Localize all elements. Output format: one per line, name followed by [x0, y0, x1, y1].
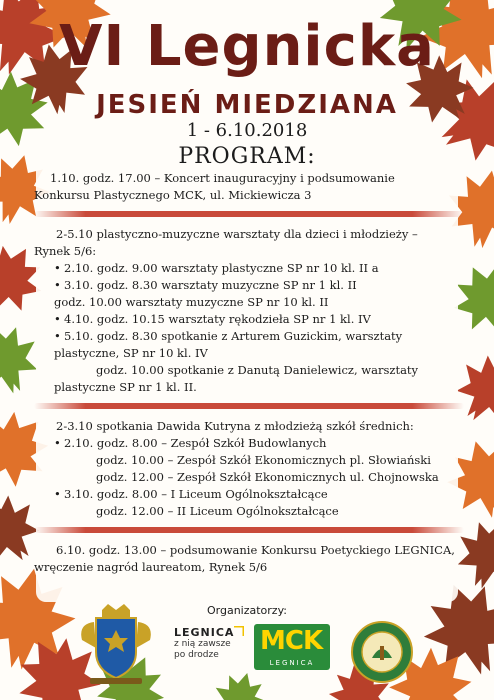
- program-line: 2-5.10 plastyczno-muzyczne warsztaty dla dzieci i młodzieży –: [56, 227, 418, 241]
- separator-line: [34, 527, 464, 533]
- meeting-list: [34, 435, 464, 520]
- program-content: [34, 170, 464, 576]
- list-item: • 3.10. godz. 8.00 – I Liceum Ogólnokształcące: [34, 486, 464, 503]
- mck-logo-city: LEGNICA: [269, 659, 315, 667]
- program-section-workshops: [34, 226, 464, 396]
- workshop-list: [34, 260, 464, 396]
- list-item: • 5.10. godz. 8.30 spotkanie z Arturem Guzickim, warsztaty: [34, 328, 464, 345]
- list-item: • 2.10. godz. 9.00 warsztaty plastyczne SP nr 10 kl. II a: [34, 260, 464, 277]
- mck-logo-text: MCK: [260, 626, 323, 656]
- program-line: 2-3.10 spotkania Dawida Kutryna z młodzieżą szkół średnich:: [56, 419, 414, 433]
- poster-subtitle: JESIEŃ MIEDZIANA: [96, 90, 398, 120]
- list-item: plastyczne, SP nr 10 kl. IV: [54, 346, 208, 360]
- list-item: godz. 12.00 – II Liceum Ogólnokształcące: [96, 504, 339, 518]
- program-section-concert: [34, 170, 464, 204]
- list-item: • 2.10. godz. 8.00 – Zespół Szkół Budowlanych: [34, 435, 464, 452]
- poster-title: VI Legnicka: [59, 14, 435, 79]
- legnica-corner-mark-icon: [234, 626, 244, 636]
- legnica-coat-of-arms-logo: [76, 600, 156, 686]
- legnica-logo-tagline: z nią zawsze: [174, 639, 231, 649]
- mck-legnica-logo: [254, 624, 330, 670]
- legnica-logo-tagline: po drodze: [174, 650, 219, 660]
- list-item: • 4.10. godz. 10.15 warsztaty rękodzieła SP nr 1 kl. IV: [34, 311, 464, 328]
- program-line: Rynek 5/6:: [34, 244, 97, 258]
- program-line: wręczenie nagród laureatom, Rynek 5/6: [34, 560, 268, 574]
- program-heading: PROGRAM:: [178, 144, 316, 169]
- event-dates: 1 - 6.10.2018: [186, 120, 308, 141]
- society-round-seal-logo: [350, 620, 414, 684]
- list-item: godz. 12.00 – Zespół Szkół Ekonomicznych ul. Chojnowska: [96, 470, 439, 484]
- legnica-city-logo: [174, 626, 244, 670]
- program-line: 1.10. godz. 17.00 – Koncert inauguracyjny i podsumowanie: [50, 171, 395, 185]
- list-item: godz. 10.00 warsztaty muzyczne SP nr 10 kl. II: [54, 295, 329, 309]
- program-line: Konkursu Plastycznego MCK, ul. Mickiewicza 3: [34, 188, 312, 202]
- program-line: 6.10. godz. 13.00 – podsumowanie Konkursu Poetyckiego LEGNICA,: [56, 543, 455, 557]
- organizers-label: Organizatorzy:: [206, 604, 287, 617]
- legnica-logo-name: LEGNICA: [174, 626, 235, 639]
- program-section-meetings: [34, 418, 464, 520]
- program-section-poetry: [34, 542, 464, 576]
- separator-line: [34, 211, 464, 217]
- list-item: godz. 10.00 spotkanie z Danutą Danielewicz, warsztaty: [96, 363, 419, 377]
- list-item: • 3.10. godz. 8.30 warsztaty muzyczne SP nr 1 kl. II: [34, 277, 464, 294]
- list-item: plastyczne SP nr 1 kl. II.: [54, 380, 197, 394]
- list-item: godz. 10.00 – Zespół Szkół Ekonomicznych pl. Słowiański: [96, 453, 431, 467]
- separator-line: [34, 403, 464, 409]
